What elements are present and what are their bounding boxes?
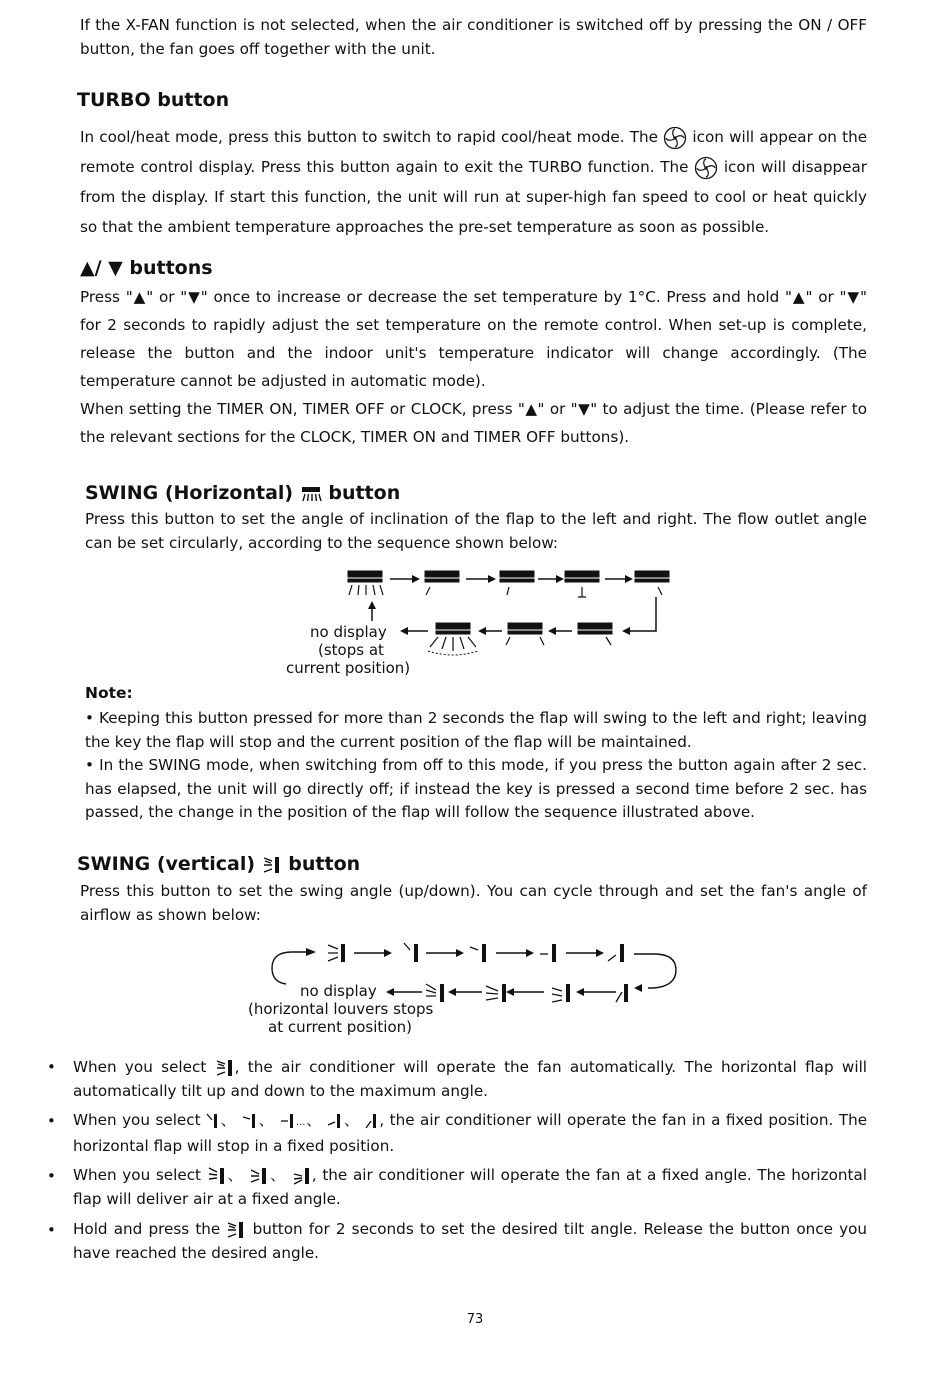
unit-h-pos2 <box>500 571 534 595</box>
swing-vertical-title-b: button <box>288 853 361 875</box>
v-unit-pos2 <box>470 944 486 962</box>
unit-h-swing <box>348 571 383 595</box>
swing-h-diagram-line1: no display <box>310 623 387 641</box>
bullet-1-text-a: When you select <box>73 1058 207 1076</box>
sep: 、 <box>343 1111 360 1129</box>
turbo-text-1: In cool/heat mode, press this button to switch to rapid cool/heat mode. The <box>80 128 658 146</box>
v-unit-fixed-3 <box>552 984 570 1002</box>
swing-v-diagram-line1: no display <box>300 982 377 1000</box>
swing-h-diagram-line3: current position) <box>286 659 411 677</box>
bullet-2-text-b: , the air conditioner will operate the fan in a fixed position. The horizontal flap will stop in a fixed position. <box>73 1111 868 1155</box>
updown-heading: ▲/ ▼ buttons <box>80 257 213 279</box>
bullet-item-2 <box>73 1109 867 1158</box>
v-unit-pos1 <box>404 943 418 962</box>
loop-right <box>634 954 676 988</box>
swing-horizontal-title: SWING (Horizontal) <box>85 482 294 504</box>
fixed-angle-2-icon <box>249 1166 269 1186</box>
fixed-angle-1-icon <box>207 1166 227 1186</box>
bullet: • <box>47 1112 56 1130</box>
fixed-angle-3-icon <box>292 1166 312 1186</box>
bullet-item-4 <box>73 1218 867 1265</box>
swing-vertical-paragraph: Press this button to set the swing angle (up/down). You can cycle through and set the fan's angle of airflow as shown below: <box>80 882 867 924</box>
swing-horizontal-diagram <box>280 563 680 683</box>
sep: 、 <box>226 1166 244 1184</box>
v-unit-pos4 <box>608 944 624 962</box>
return-arrow <box>630 597 656 631</box>
intro-paragraph: If the X-FAN function is not selected, when the air conditioner is switched off by pressing the ON / OFF button, the fan goes off together with the unit. <box>80 16 867 58</box>
swing-vertical-icon <box>262 855 282 875</box>
swing-vertical-heading <box>77 853 360 875</box>
turbo-fan-icon-2 <box>694 156 718 180</box>
v-unit-fixed-2 <box>486 984 506 1002</box>
swing-v-diagram-line2: (horizontal louvers stops <box>248 1000 434 1018</box>
swing-vertical-diagram <box>244 928 704 1046</box>
unit-h-pos1 <box>425 571 459 595</box>
dots: ... <box>295 1117 306 1128</box>
swing-vertical-button-icon <box>226 1220 246 1240</box>
bullet: • <box>47 1058 56 1076</box>
swing-h-diagram-line2: (stops at <box>318 641 384 659</box>
turbo-paragraph <box>80 122 867 242</box>
flap-pos-2-icon <box>242 1112 258 1130</box>
unit-h-pos7 <box>428 623 478 655</box>
bullet-2-text-a: When you select <box>73 1111 201 1129</box>
swing-v-diagram-line3: at current position) <box>268 1018 412 1036</box>
v-unit-pos3 <box>540 944 556 962</box>
bullet: • <box>47 1167 56 1185</box>
sep: 、 <box>269 1166 287 1184</box>
v-unit-swing <box>328 944 345 962</box>
bullet-item-1 <box>73 1056 867 1103</box>
turbo-text-3: icon will disappear from the display. If start this function, the unit will run at super-high fan speed to cool or heat quickly so that the ambient temperature approaches the pre-set temperature as soon as possible. <box>80 158 868 236</box>
flap-pos-4-icon <box>327 1112 343 1130</box>
bullet-3-text-a: When you select <box>73 1166 201 1184</box>
swing-vertical-auto-icon <box>215 1058 235 1078</box>
flap-pos-1-icon <box>206 1112 220 1130</box>
updown-paragraph-2: When setting the TIMER ON, TIMER OFF or CLOCK, press "▲" or "▼" to adjust the time. (Please refer to the relevant sections for the CLOCK, TIMER ON and TIMER OFF buttons). <box>80 400 867 446</box>
bullet-4-text-a: Hold and press the <box>73 1220 221 1238</box>
sep: 、 <box>220 1111 237 1129</box>
loop-left <box>272 952 314 984</box>
bullet-3-text-b: , the air conditioner will operate the fan at a fixed angle. The horizontal flap will deliver air at a fixed angle. <box>73 1166 868 1208</box>
swing-horizontal-heading <box>85 482 400 504</box>
page-number: 73 <box>466 1312 484 1327</box>
swing-horizontal-paragraph: Press this button to set the angle of inclination of the flap to the left and right. The flow outlet angle can be set circularly, according to the sequence shown below: <box>85 510 867 552</box>
turbo-fan-icon <box>663 126 687 150</box>
bullet: • <box>47 1221 56 1239</box>
bullet-4-text-b: button for 2 seconds to set the desired tilt angle. Release the button once you have reached the desired angle. <box>73 1220 867 1262</box>
sep: 、 <box>257 1111 275 1129</box>
bullet-1-text-b: , the air conditioner will operate the fan automatically. The horizontal flap will automatically tilt up and down to the maximum angle. <box>73 1058 868 1100</box>
flap-pos-5-icon <box>365 1112 379 1130</box>
sep: 、 <box>305 1111 322 1129</box>
unit-h-pos6 <box>506 623 544 645</box>
swing-vertical-title: SWING (vertical) <box>77 853 256 875</box>
unit-h-pos3 <box>565 571 599 597</box>
swing-horizontal-title-b: button <box>328 482 401 504</box>
turbo-text-2: icon will appear on the remote control display. Press this button again to exit the TURBO function. The <box>80 128 868 176</box>
bullet-item-3 <box>73 1164 867 1211</box>
swing-horizontal-icon <box>300 485 322 503</box>
note-2: • In the SWING mode, when switching from off to this mode, if you press the button again after 2 sec. has elapsed, the unit will go directly off; if instead the key is pressed a second time before 2 sec. has passed, the change in the position of the flap will follow the sequence illustrated above. <box>85 756 867 821</box>
updown-paragraph-1: Press "▲" or "▼" once to increase or decrease the set temperature by 1°C. Press and hold "▲" or "▼" for 2 seconds to rapidly adjust the set temperature on the remote control. When set-up is complete, release the button and the indoor unit's temperature indicator will change accordingly. (The temperature cannot be adjusted in automatic mode). <box>80 288 867 390</box>
unit-h-pos5 <box>578 623 612 645</box>
v-unit-pos5 <box>616 984 628 1002</box>
unit-h-pos4 <box>635 571 669 595</box>
flap-pos-3-icon <box>280 1112 296 1130</box>
note-heading: Note: <box>85 684 133 702</box>
note-1: • Keeping this button pressed for more than 2 seconds the flap will swing to the left and right; leaving the key the flap will stop and the current position of the flap will be maintained. <box>85 709 867 751</box>
turbo-heading: TURBO button <box>77 89 230 111</box>
